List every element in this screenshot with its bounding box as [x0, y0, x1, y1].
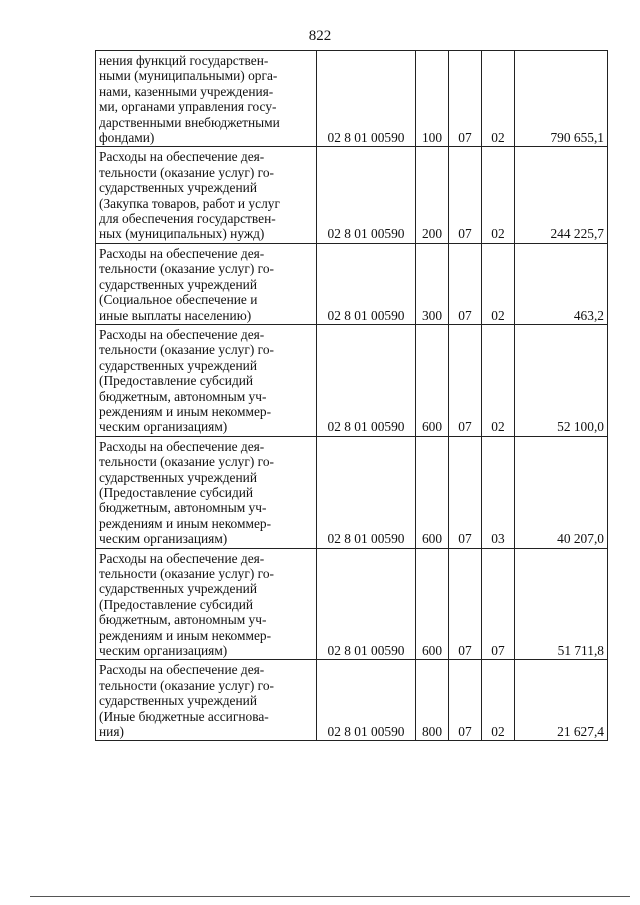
description-line: ными (муниципальными) орга-: [99, 68, 278, 84]
description-line: тельности (оказание услуг) го-: [99, 454, 274, 470]
row-description: [96, 548, 317, 660]
description-line: ческим организациям): [99, 531, 228, 547]
description-line: ми, органами управления госу-: [99, 99, 277, 115]
description-line: нами, казенными учреждения-: [99, 83, 274, 99]
table-row: [96, 548, 608, 660]
description-line: тельности (оказание услуг) го-: [99, 261, 274, 277]
amount: 463,2: [515, 243, 608, 324]
section-code: 07: [449, 660, 482, 741]
table-row: [96, 147, 608, 243]
description-line: сударственных учреждений: [99, 357, 257, 373]
section-code: 07: [449, 147, 482, 243]
row-description: [96, 660, 317, 741]
table-row: [96, 436, 608, 548]
description-line: (Социальное обеспечение и: [99, 292, 258, 308]
section-code: 07: [449, 324, 482, 436]
description-line: реждениям и иным некоммер-: [99, 627, 272, 643]
description-line: для обеспечения государствен-: [99, 211, 276, 227]
target-article-code: 02 8 01 00590: [317, 660, 416, 741]
description-line: сударственных учреждений: [99, 180, 257, 196]
subsection-code: 02: [482, 51, 515, 147]
description-line: ческим организациям): [99, 419, 228, 435]
description-line: сударственных учреждений: [99, 693, 257, 709]
description-line: (Предоставление субсидий: [99, 596, 254, 612]
description-line: Расходы на обеспечение дея-: [99, 149, 265, 165]
subsection-code: 02: [482, 660, 515, 741]
amount: 51 711,8: [515, 548, 608, 660]
description-line: сударственных учреждений: [99, 581, 257, 597]
subsection-code: 02: [482, 243, 515, 324]
target-article-code: 02 8 01 00590: [317, 548, 416, 660]
description-line: Расходы на обеспечение дея-: [99, 438, 265, 454]
expense-type-code: 600: [416, 548, 449, 660]
description-line: нения функций государствен-: [99, 53, 269, 68]
description-line: (Закупка товаров, работ и услуг: [99, 195, 280, 211]
row-description: [96, 324, 317, 436]
subsection-code: 02: [482, 324, 515, 436]
bottom-rule: [30, 896, 630, 897]
section-code: 07: [449, 548, 482, 660]
section-code: 07: [449, 51, 482, 147]
expense-type-code: 600: [416, 324, 449, 436]
expense-type-code: 600: [416, 436, 449, 548]
description-line: реждениям и иным некоммер-: [99, 403, 272, 419]
amount: 40 207,0: [515, 436, 608, 548]
table-row: [96, 243, 608, 324]
description-line: тельности (оказание услуг) го-: [99, 342, 274, 358]
description-line: Расходы на обеспечение дея-: [99, 662, 265, 678]
description-line: иные выплаты населению): [99, 307, 252, 323]
row-description: [96, 436, 317, 548]
subsection-code: 03: [482, 436, 515, 548]
expense-type-code: 800: [416, 660, 449, 741]
table-row: [96, 324, 608, 436]
description-line: Расходы на обеспечение дея-: [99, 326, 265, 342]
subsection-code: 02: [482, 147, 515, 243]
description-line: (Иные бюджетные ассигнова-: [99, 708, 269, 724]
description-line: тельности (оказание услуг) го-: [99, 164, 274, 180]
expense-type-code: 100: [416, 51, 449, 147]
row-description: [96, 243, 317, 324]
amount: 21 627,4: [515, 660, 608, 741]
expense-type-code: 200: [416, 147, 449, 243]
row-description: [96, 147, 317, 243]
description-line: бюджетным, автономным уч-: [99, 612, 267, 628]
row-description: [96, 51, 317, 147]
budget-table: [95, 50, 608, 741]
description-line: (Предоставление субсидий: [99, 484, 254, 500]
target-article-code: 02 8 01 00590: [317, 436, 416, 548]
table-row: [96, 660, 608, 741]
amount: 244 225,7: [515, 147, 608, 243]
expense-type-code: 300: [416, 243, 449, 324]
target-article-code: 02 8 01 00590: [317, 243, 416, 324]
description-line: ческим организациям): [99, 643, 228, 659]
description-line: дарственными внебюджетными: [99, 114, 280, 130]
amount: 790 655,1: [515, 51, 608, 147]
description-line: (Предоставление субсидий: [99, 373, 254, 389]
description-line: фондами): [99, 130, 155, 146]
section-code: 07: [449, 436, 482, 548]
description-line: тельности (оказание услуг) го-: [99, 566, 274, 581]
description-line: тельности (оказание услуг) го-: [99, 677, 274, 693]
description-line: ных (муниципальных) нужд): [99, 226, 265, 242]
description-line: реждениям и иным некоммер-: [99, 515, 272, 531]
description-line: бюджетным, автономным уч-: [99, 388, 267, 404]
table-row: [96, 51, 608, 147]
section-code: 07: [449, 243, 482, 324]
description-line: Расходы на обеспечение дея-: [99, 550, 265, 566]
description-line: ния): [99, 724, 124, 740]
description-line: сударственных учреждений: [99, 276, 257, 292]
description-line: Расходы на обеспечение дея-: [99, 245, 265, 261]
target-article-code: 02 8 01 00590: [317, 324, 416, 436]
target-article-code: 02 8 01 00590: [317, 147, 416, 243]
target-article-code: 02 8 01 00590: [317, 51, 416, 147]
description-line: бюджетным, автономным уч-: [99, 500, 267, 516]
amount: 52 100,0: [515, 324, 608, 436]
subsection-code: 07: [482, 548, 515, 660]
page-number: 822: [308, 28, 332, 44]
description-line: сударственных учреждений: [99, 469, 257, 485]
budget-table-body: [96, 51, 608, 741]
